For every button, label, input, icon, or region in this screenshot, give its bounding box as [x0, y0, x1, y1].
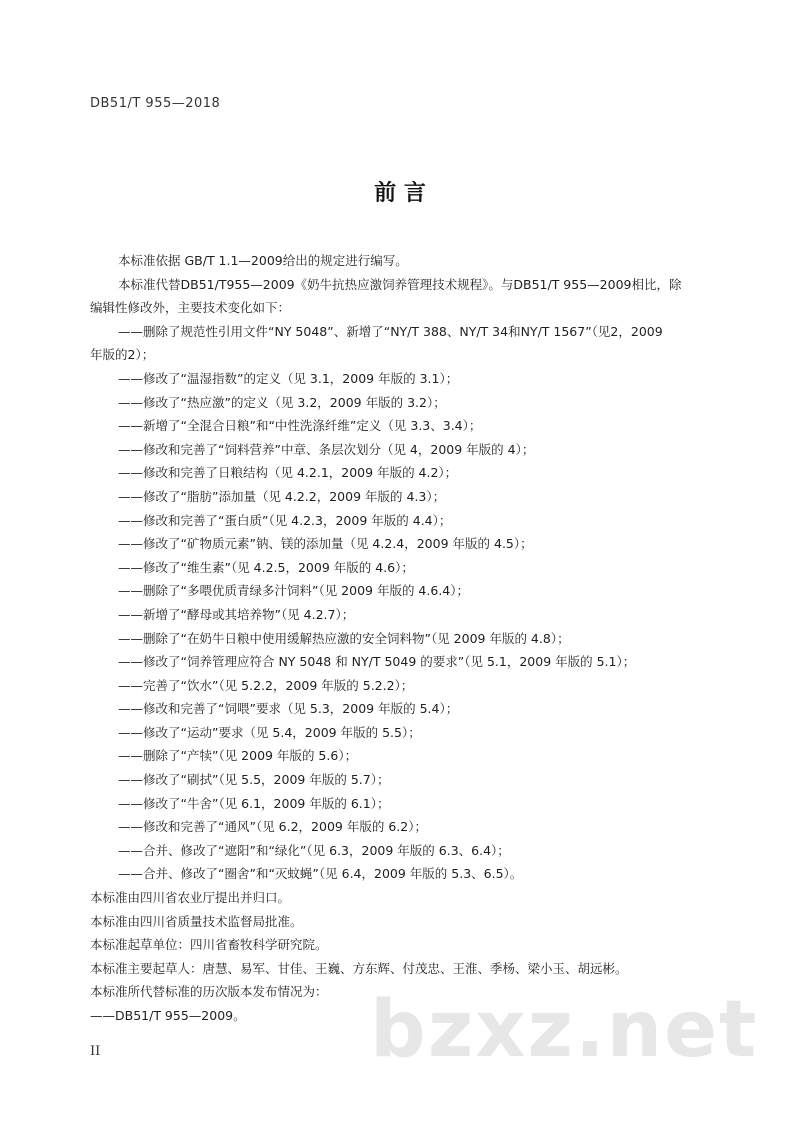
change-item-references-line-1: ——删除了规范性引用文件“NY 5048”、新增了“NY/T 388、NY/T 34和NY/T 1567”（见2，2009: [118, 323, 663, 339]
list-item: ——新增了“全混合日粮”和“中性洗涤纤维”定义（见 3.3、3.4）；: [118, 418, 482, 434]
page-number: II: [90, 1044, 101, 1059]
closing-line-drafters: 本标准主要起草人：唐慧、易军、甘佳、王巍、方东辉、付茂忠、王淮、季杨、梁小玉、胡远彬。: [90, 960, 628, 976]
list-item: ——合并、修改了“圈舍”和“灭蚊蝇”（见 6.4，2009 年版的 5.3、6.5）。: [118, 866, 523, 882]
list-item: ——修改和完善了日粮结构（见 4.2.1，2009 年版的 4.2）；: [118, 465, 458, 481]
list-item: ——修改了“热应激”的定义（见 3.2，2009 年版的 3.2）；: [118, 394, 446, 410]
closing-line-drafting-unit: 本标准起草单位：四川省畜牧科学研究院。: [90, 937, 328, 953]
list-item: ——修改了“刷拭”（见 5.5，2009 年版的 5.7）；: [118, 772, 390, 788]
list-item: ——删除了“产犊”（见 2009 年版的 5.6）；: [118, 748, 358, 764]
list-item: ——修改了“牛舍”（见 6.1，2009 年版的 6.1）；: [118, 795, 390, 811]
change-item-references-line-2: 年版的2）；: [90, 347, 155, 363]
list-item: ——合并、修改了“遮阳”和“绿化”（见 6.3，2009 年版的 6.3、6.4）；: [118, 842, 510, 858]
closing-line-proposer: 本标准由四川省农业厅提出并归口。: [90, 890, 291, 906]
list-item: ——修改了“维生素”（见 4.2.5，2009 年版的 4.6）；: [118, 559, 414, 575]
list-item: ——修改了“脂肪”添加量（见 4.2.2，2009 年版的 4.3）；: [118, 488, 446, 504]
paragraph-replacement-line-2: 编辑性修改外，主要技术变化如下：: [90, 300, 291, 316]
change-list: [108, 367, 728, 886]
list-item: ——删除了“在奶牛日粮中使用缓解热应激的安全饲料物”（见 2009 年版的 4.8）；: [118, 630, 570, 646]
document-body: [90, 249, 728, 1028]
list-item: ——修改和完善了“蛋白质”（见 4.2.3，2009 年版的 4.4）；: [118, 512, 452, 528]
site-watermark: bzxz.net: [370, 985, 759, 1075]
list-item: ——修改和完善了“通风”（见 6.2，2009 年版的 6.2）；: [118, 819, 427, 835]
list-item: ——修改和完善了“饲喂”要求（见 5.3，2009 年版的 5.4）；: [118, 701, 459, 717]
list-item: ——新增了“酵母或其培养物”（见 4.2.7）；: [118, 606, 355, 622]
history-item: ——DB51/T 955—2009。: [90, 1008, 246, 1023]
document-header-code: DB51/T 955—2018: [90, 96, 221, 111]
list-item: ——完善了“饮水”（见 5.2.2，2009 年版的 5.2.2）；: [118, 677, 414, 693]
list-item: ——修改了“温湿指数”的定义（见 3.1，2009 年版的 3.1）；: [118, 370, 459, 386]
list-item: ——修改了“饲养管理应符合 NY 5048 和 NY/T 5049 的要求”（见 5.1，2009 年版的 5.1）；: [118, 654, 636, 670]
paragraph-drafting-rule: 本标准依据 GB/T 1.1—2009给出的规定进行编写。: [118, 253, 408, 268]
list-item: ——删除了“多喂优质青绿多汁饲料”（见 2009 年版的 4.6.4）；: [118, 583, 469, 599]
list-item: ——修改和完善了“饲料营养”中章、条层次划分（见 4，2009 年版的 4）；: [118, 441, 535, 457]
list-item: ——修改了“运动”要求（见 5.4，2009 年版的 5.5）；: [118, 724, 421, 740]
page-title: 前 言: [374, 180, 426, 206]
list-item: ——修改了“矿物质元素”钠、镁的添加量（见 4.2.4，2009 年版的 4.5）；: [118, 536, 533, 552]
closing-line-version-history: 本标准所代替标准的历次版本发布情况为：: [90, 984, 328, 1000]
paragraph-replacement-line-1: 本标准代替DB51/T955—2009《奶牛抗热应激饲养管理技术规程》。与DB51/T 955—2009相比，除: [118, 276, 682, 292]
closing-line-approver: 本标准由四川省质量技术监督局批准。: [90, 913, 303, 929]
